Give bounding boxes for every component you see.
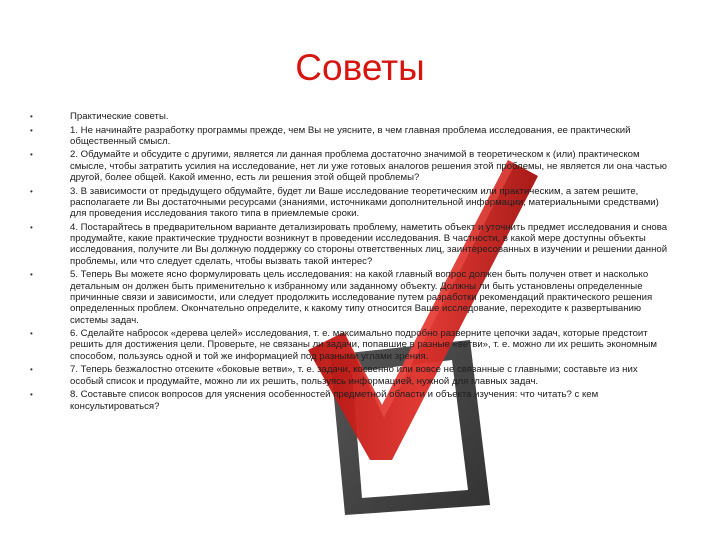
list-item: • 6. Сделайте набросок «дерева целей» исследования, т. е. максимально подробно разверните цепочки задач, которые предстоит решить для достижения цели. Проверьте, не связаны ли задачи, попавшие в разные «ветви», т. е. можно ли их решить экономным способом, пользуясь одной и той же информацией под разными углами зрения. [30, 328, 670, 362]
list-item: • 2. Обдумайте и обсудите с другими, является ли данная проблема достаточно значимой в теоретическом к (или) практическом смысле, чтобы затратить усилия на исследование, нет ли уже готовых аналогов решения этой проблемы, не является ли она частью другой, более общей. Какой именно, есть ли решения этой общей проблемы? [30, 149, 670, 183]
list-item: • Практические советы. [30, 111, 670, 122]
list-item: • 4. Постарайтесь в предварительном варианте детализировать проблему, наметить объект и уточнить предмет исследования и снова продумайте, какие практические трудности возникнут в проведении исследования. В частности, в какой мере доступны объекты исследования, получите ли Вы должную поддержку со стороны ответственных лиц, заинтересованных в изучении и решении данной проблемы, или что следует сделать, чтобы вызвать такой интерес? [30, 222, 670, 267]
slide-title: Советы [295, 47, 425, 88]
list-item: • 7. Теперь безжалостно отсеките «боковые ветви», т. е. задачи, косвенно или вовсе не связанные с главными; составьте из них особый список и продумайте, можно ли их решить, пользуясь информацией, нужной для главных задач. [30, 364, 670, 387]
list-item: • 3. В зависимости от предыдущего обдумайте, будет ли Ваше исследование теоретическим или практическим, а затем решите, располагаете ли Вы достаточными ресурсами (знаниями, источниками дополнительной информации, материальными средствами) для проведения исследования такого типа в приемлемые сроки. [30, 186, 670, 220]
list-item: • 5. Теперь Вы можете ясно формулировать цель исследования: на какой главный вопрос должен быть получен ответ и насколько детальным он должен быть применительно к избранному или заданному объекту. Должны ли быть установлены определенные причинные связи и зависимости, или следует продолжить исследование путем разработки рекомендаций практического решения определенных проблем. Окончательно определите, к какому типу относится Ваше исследование, переходите к развертыванию системы задач. [30, 269, 670, 325]
list-item: • 1. Не начинайте разработку программы прежде, чем Вы не уясните, в чем главная проблема исследования, ее практический общественный смысл. [30, 125, 670, 148]
advice-list [30, 111, 670, 414]
list-item: • 8. Составьте список вопросов для уяснения особенностей предметной области и объекта изучения: что читать? с кем консультироваться? [30, 389, 670, 412]
